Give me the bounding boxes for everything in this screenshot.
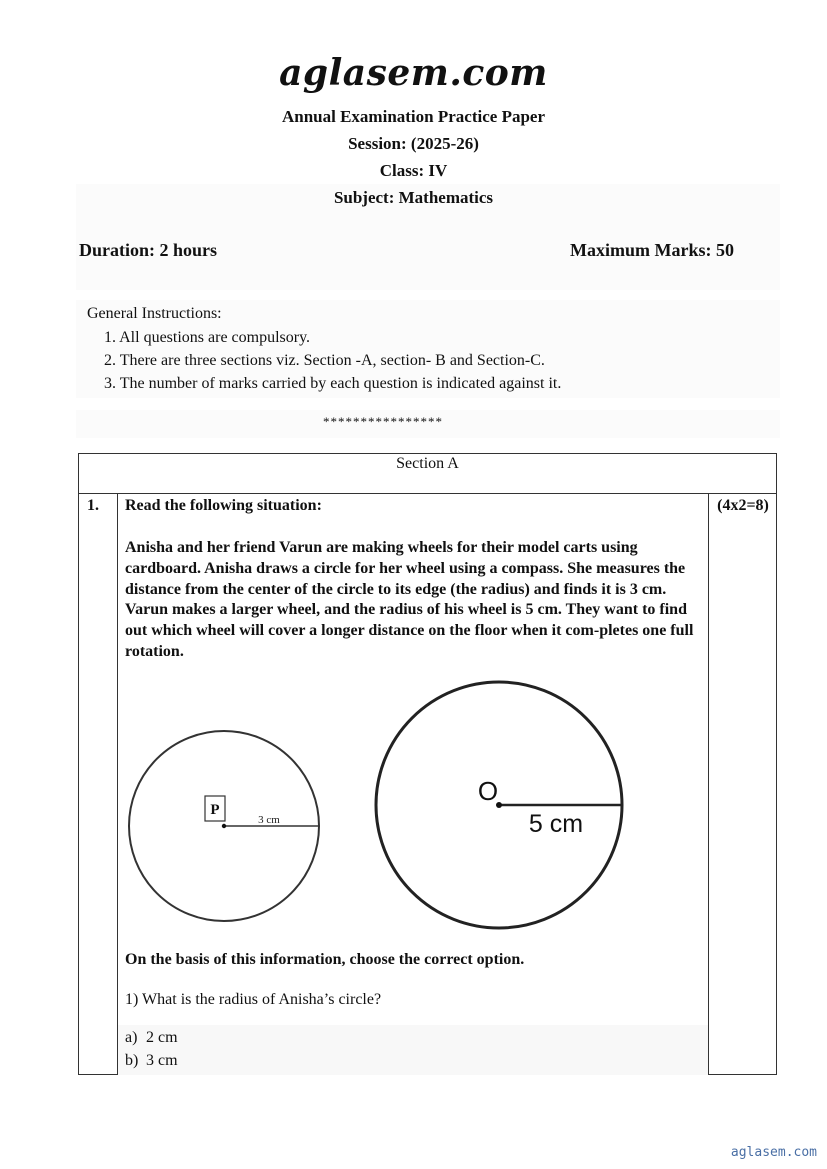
instruction-item: 2. There are three sections viz. Section -A, section- B and Section-C. xyxy=(104,352,545,369)
duration-label: Duration: 2 hours xyxy=(79,240,218,260)
footer-link[interactable]: aglasem.com xyxy=(730,1145,817,1160)
large-circle-diagram xyxy=(376,682,622,928)
section-title: Section A xyxy=(396,455,459,472)
sub-question: 1) What is the radius of Anisha’s circle? xyxy=(125,991,382,1008)
class-label: Class: IV xyxy=(379,161,448,180)
instructions-heading: General Instructions: xyxy=(87,305,222,322)
large-circle-center-label: O xyxy=(477,776,499,806)
small-circle-center-label: P xyxy=(210,802,220,818)
option-text: 3 cm xyxy=(146,1052,178,1069)
options-band xyxy=(118,1025,708,1075)
question-marks: (4x2=8) xyxy=(717,497,769,514)
option-text: 2 cm xyxy=(146,1029,178,1046)
paper-title: Annual Examination Practice Paper xyxy=(281,107,545,126)
option-label: b) xyxy=(125,1052,139,1069)
star-separator: **************** xyxy=(323,414,443,429)
option-a xyxy=(125,1029,178,1047)
basis-instruction: On the basis of this information, choose the correct option. xyxy=(125,951,525,968)
small-circle-radius-label: 3 cm xyxy=(258,814,280,826)
table-col-divider xyxy=(708,493,709,1075)
max-marks-label: Maximum Marks: 50 xyxy=(570,240,734,260)
instruction-item: 1. All questions are compulsory. xyxy=(104,329,311,346)
small-circle-diagram xyxy=(129,731,319,921)
site-logo: aglasem.com xyxy=(279,52,548,94)
instruction-item: 3. The number of marks carried by each question is indicated against it. xyxy=(104,375,562,392)
large-circle-radius-label: 5 cm xyxy=(528,810,584,838)
table-header-divider xyxy=(78,493,777,494)
question-paragraph: Anisha and her friend Varun are making wheels for their model carts using cardboard. Anisha draws a circle for her wheel using a compass. She measures the distance from the center of the circle to its edge (the radius) and finds it is 3 cm. Varun makes a larger wheel, and the radius of his wheel is 5 cm. They want to find out which wheel will cover a longer distance on the floor when it com-pletes one full rotation. xyxy=(125,539,694,660)
subject-label: Subject: Mathematics xyxy=(333,188,494,207)
session-label: Session: (2025-26) xyxy=(348,134,479,153)
small-circle-center-dot xyxy=(222,824,226,828)
option-label: a) xyxy=(125,1029,138,1046)
circles-figure xyxy=(118,675,708,935)
question-heading: Read the following situation: xyxy=(125,497,322,514)
question-number: 1. xyxy=(87,497,99,514)
option-b xyxy=(125,1052,178,1070)
